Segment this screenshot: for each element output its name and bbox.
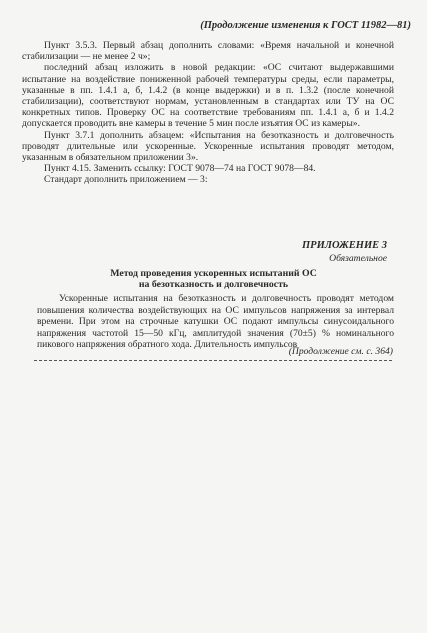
amendment-text-block: [22, 40, 394, 186]
method-paragraph: Ускоренные испытания на безотказность и долговечность проводят методом повышения количества воздействующих на ОС импульсов напряжения за интервал времени. При этом на строчные катушки ОС подают импульсы синусоидального напряжения частотой 15—50 кГц, амплитудой значения (70±5) % номинального пикового напряжения обратного хода. Длительность импульсов: [37, 293, 394, 351]
section-title-line-1: Метод проведения ускоренных испытаний ОС: [110, 268, 317, 279]
paragraph-4-15: Пункт 4.15. Заменить ссылку: ГОСТ 9078—74 на ГОСТ 9078—84.: [44, 163, 316, 175]
method-text-block: [37, 293, 394, 351]
section-title: [0, 268, 427, 291]
paragraph-append: Стандарт дополнить приложением — 3:: [44, 174, 208, 186]
continuation-header: (Продолжение изменения к ГОСТ 11982—81): [200, 20, 411, 31]
paragraph-3-7-1: Пункт 3.7.1 дополнить абзацем: «Испытания на безотказность и долговечность проводят длительные или ускоренные. Ускоренные испытания проводят методом, указанным в обязательном приложении 3».: [22, 129, 394, 164]
appendix-title: ПРИЛОЖЕНИЕ 3: [302, 240, 387, 251]
section-title-line-2: на безотказность и долговечность: [138, 279, 289, 291]
separator-rule: [34, 360, 392, 361]
appendix-subtitle: Обязательное: [329, 253, 387, 264]
paragraph-3-5-3: Пункт 3.5.3. Первый абзац дополнить словами: «Время начальной и конечной стабилизации — не менее 2 ч»;: [22, 40, 394, 63]
continuation-note: (Продолжение см. с. 364): [288, 346, 393, 357]
paragraph-last-abzac: последний абзац изложить в новой редакции: «ОС считают выдержавшими испытание на воздействие пониженной рабочей температуры среды, если параметры, указанные в пп. 1.4.1 а, б, 1.4.2 (в конце выдержки) и в п. 1.3.2 (после конечной стабилизации), соответствуют нормам, установленным в стандартах или ТУ на ОС конкретных типов. Проверку ОС на соответствие требованиям пп. 1.4.1 а, б и 1.4.2 допускается проводить вне камеры в течение 5 мин после изъятия ОС из камеры».: [22, 62, 394, 130]
